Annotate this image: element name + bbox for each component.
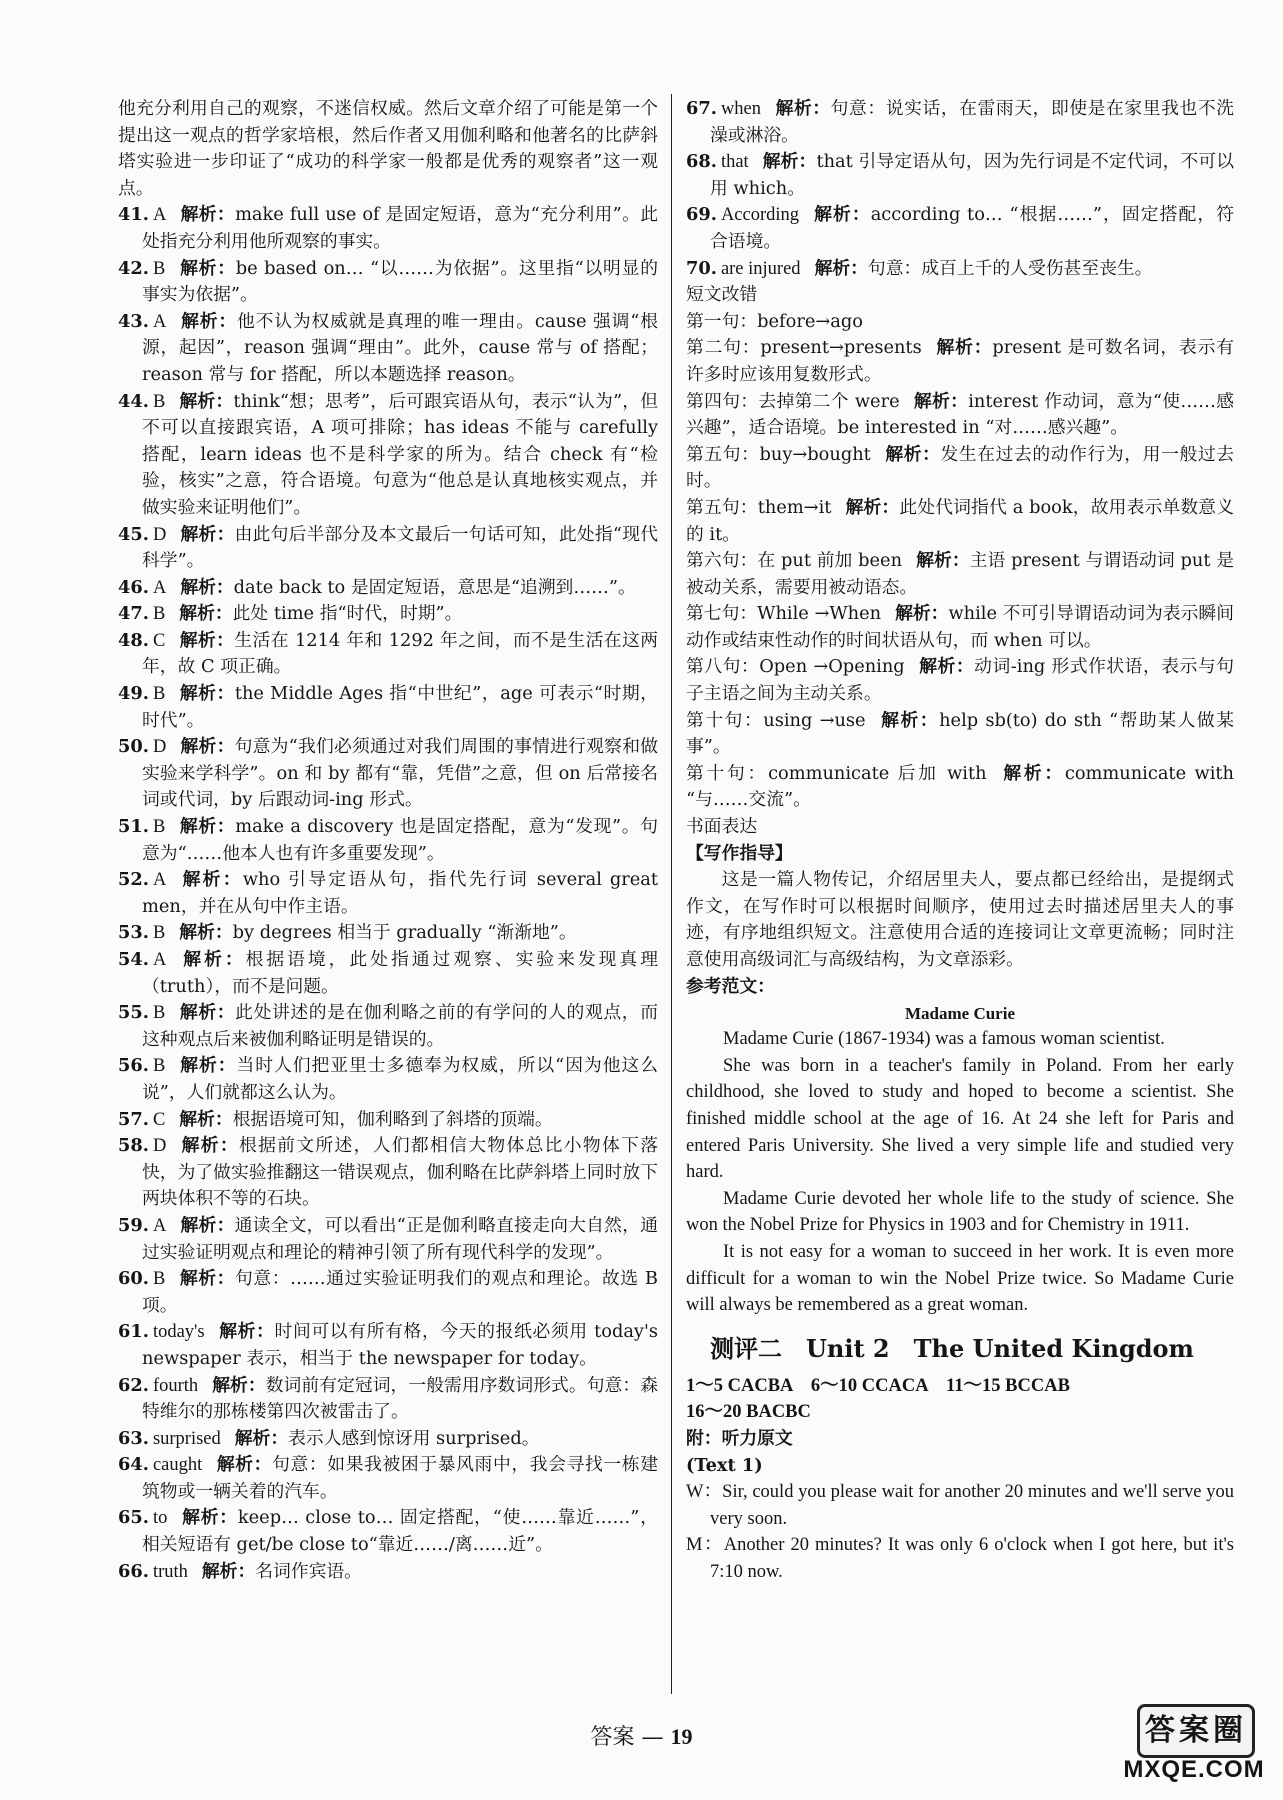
analysis-label: 解析： — [179, 816, 236, 838]
essay-paragraph: It is not easy for a woman to succeed in her work. It is even more difficult for a woman to win the Nobel Prize twice. So Madame Curie will always be remembered as a great woman. — [686, 1241, 1234, 1316]
correction-item — [686, 601, 1234, 654]
answer-item — [118, 389, 658, 522]
answer-item — [118, 920, 658, 947]
item-answer: when — [720, 99, 762, 119]
correction-text: 第四句：去掉第二个 were — [686, 390, 900, 412]
item-answer: truth — [152, 1561, 188, 1582]
item-answer: B — [152, 258, 166, 279]
item-answer: According — [720, 205, 800, 226]
answer-item — [118, 1107, 658, 1134]
item-answer: B — [152, 684, 166, 705]
answer-item — [118, 256, 658, 309]
analysis-text: keep… close to… 固定搭配，“使……靠近……”，相关短语有 get/be close to“靠近……/离……近”。 — [142, 1507, 658, 1556]
item-answer: B — [152, 1003, 166, 1024]
item-answer: caught — [152, 1455, 203, 1476]
analysis-text: help sb(to) do sth “帮助某人做某事”。 — [686, 709, 1234, 758]
correction-text: 第二句：present→presents — [686, 337, 922, 359]
dialog-line: W：Sir, could you please wait for another 20 minutes and we'll serve you very soon. — [686, 1482, 1234, 1529]
analysis-label: 解析： — [201, 1560, 256, 1582]
analysis-label: 解析： — [180, 949, 246, 970]
section-label: 书面表达 — [686, 816, 758, 838]
item-number: 51. — [118, 816, 149, 838]
item-answer: D — [152, 524, 167, 545]
analysis-label: 解析： — [180, 1135, 239, 1157]
intro-paragraph: 他充分利用自己的观察，不迷信权威。然后文章介绍了可能是第一个提出这一观点的哲学家培根，然后作者又用伽利略和他著名的比萨斜塔实验进一步印证了“成功的科学家一般都是优秀的观察者”这一观点。 — [118, 98, 658, 199]
item-number: 69. — [686, 204, 717, 226]
analysis-label: 解析： — [212, 1374, 266, 1396]
analysis-label: 解析： — [179, 257, 236, 279]
essay-title: Madame Curie — [904, 1004, 1015, 1024]
analysis-label: 解析： — [180, 576, 234, 598]
analysis-text: 名词作宾语。 — [255, 1560, 362, 1582]
right-column — [686, 96, 1234, 1585]
analysis-label: 解析： — [916, 550, 970, 572]
analysis-text: 表示人感到惊讶用 surprised。 — [288, 1427, 540, 1449]
item-number: 64. — [118, 1454, 149, 1476]
analysis-label: 解析： — [775, 98, 831, 119]
correction-text: 第十句：communicate 后加 with — [686, 762, 987, 784]
item-number: 49. — [118, 683, 149, 705]
answer-item — [118, 1000, 658, 1053]
analysis-label: 解析： — [180, 523, 235, 545]
correction-item — [686, 548, 1234, 601]
answer-item — [118, 1559, 658, 1586]
analysis-text: communicate with “与……交流”。 — [686, 762, 1234, 811]
analysis-text: 他不认为权威就是真理的唯一理由。cause 强调“根源，起因”，reason 强调“理由”。此外，cause 常与 of 搭配；reason 常与 for 搭配，所以本题选择 reason。 — [142, 310, 658, 385]
item-number: 50. — [118, 736, 149, 758]
analysis-text: 动词-ing 形式作状语，表示与句子主语之间为主动关系。 — [686, 656, 1234, 705]
analysis-label: 解析： — [179, 683, 235, 705]
item-number: 47. — [118, 603, 149, 625]
item-number: 46. — [118, 576, 149, 598]
item-answer: B — [152, 1269, 166, 1290]
essay-paragraph: Madame Curie (1867-1934) was a famous woman scientist. — [723, 1029, 1165, 1050]
section-heading: 附：听力原文 — [686, 1427, 793, 1449]
item-number: 65. — [118, 1507, 149, 1529]
analysis-text: 此处讲述的是在伽利略之前的有学问的人的观点，而这种观点后来被伽利略证明是错误的。 — [142, 1002, 658, 1050]
watermark-logo — [1119, 1704, 1269, 1790]
analysis-text: 时间可以有所有格，今天的报纸必须用 today's newspaper 表示，相当于 the newspaper for today。 — [142, 1321, 658, 1369]
analysis-label: 解析： — [884, 443, 941, 465]
answer-item — [686, 149, 1234, 202]
left-column — [118, 96, 658, 1585]
analysis-label: 解析： — [879, 709, 940, 731]
item-answer: D — [152, 1136, 167, 1157]
analysis-label: 解析： — [179, 1055, 237, 1077]
analysis-text: 根据语境，此处指通过观察、实验来发现真理（truth），而不是问题。 — [142, 949, 658, 997]
answer-item — [686, 202, 1234, 255]
analysis-text: 句意：……通过实验证明我们的观点和理论。故选 B 项。 — [142, 1268, 658, 1316]
section-heading: 【写作指导】 — [686, 842, 793, 864]
analysis-text: 句意：如果我被困于暴风雨中，我会寻找一栋建筑物或一辆关着的汽车。 — [142, 1454, 658, 1502]
analysis-text: 此处 time 指“时代，时期”。 — [232, 603, 463, 625]
item-answer: surprised — [152, 1428, 221, 1449]
answer-item — [118, 522, 658, 575]
item-answer: are injured — [720, 258, 801, 279]
correction-item — [686, 389, 1234, 442]
analysis-label: 解析： — [1000, 762, 1065, 784]
answer-item — [118, 1053, 658, 1106]
analysis-text: 生活在 1214 年和 1292 年之间，而不是生活在这两年，故 C 项正确。 — [142, 629, 658, 678]
item-answer: C — [152, 1109, 166, 1130]
item-answer: D — [152, 737, 167, 758]
item-number: 67. — [686, 98, 717, 119]
answer-key: 1～5 CACBA 6～10 CCACA 11～15 BCCAB — [686, 1375, 1070, 1396]
item-number: 48. — [118, 629, 149, 651]
analysis-label: 解析： — [762, 151, 817, 173]
answer-item — [118, 734, 658, 814]
item-number: 62. — [118, 1374, 149, 1396]
correction-text: 第一句：before→ago — [686, 310, 863, 332]
analysis-text: while 不可引导谓语动词为表示瞬间动作或结束性动作的时间状语从句，而 when 可以。 — [686, 603, 1234, 651]
analysis-text: make a discovery 也是固定搭配，意为“发现”。句意为“……他本人也有许多重要发现”。 — [142, 816, 658, 864]
correction-text: 第十句：using →use — [686, 709, 866, 731]
analysis-text: according to… “根据……”，固定搭配，符合语境。 — [710, 204, 1234, 252]
answer-item — [118, 1505, 658, 1558]
item-answer: B — [152, 604, 166, 625]
item-answer: that — [720, 152, 749, 173]
analysis-label: 解析： — [179, 1002, 236, 1024]
answer-item — [118, 1373, 658, 1426]
answer-item — [686, 256, 1234, 283]
analysis-text: 句意为“我们必须通过对我们周围的事情进行观察和做实验来学科学”。on 和 by 都有“靠，凭借”之意，但 on 后常接名词或代词，by 后跟动词-ing 形式。 — [142, 736, 658, 811]
item-number: 53. — [118, 922, 149, 944]
answer-item — [118, 575, 658, 602]
correction-item — [686, 442, 1234, 495]
analysis-text: 当时人们把亚里士多德奉为权威，所以“因为他这么说”，人们就都这么认为。 — [142, 1055, 658, 1103]
answer-item — [118, 1426, 658, 1453]
answer-item — [118, 202, 658, 255]
writing-guide: 这是一篇人物传记，介绍居里夫人，要点都已经给出，是提纲式作文，在写作时可以根据时间顺序，使用过去时描述居里夫人的事迹，有序地组织短文。注意使用合适的连接词让文章更流畅；同时注意使用高级词汇与高级结构，为文章添彩。 — [686, 869, 1234, 970]
analysis-text: 由此句后半部分及本文最后一句话可知，此处指“现代科学”。 — [142, 523, 658, 572]
analysis-label: 解析： — [845, 496, 900, 518]
analysis-label: 解析： — [179, 1268, 236, 1290]
footer-label: 答案 — — [590, 1725, 664, 1750]
correction-item — [686, 654, 1234, 707]
answer-item — [118, 681, 658, 734]
analysis-text: date back to 是固定短语，意思是“追溯到……”。 — [233, 576, 636, 598]
analysis-label: 解析： — [935, 337, 993, 359]
analysis-label: 解析： — [180, 736, 235, 758]
answer-item — [118, 1133, 658, 1213]
item-number: 60. — [118, 1268, 149, 1290]
item-number: 68. — [686, 151, 717, 173]
analysis-text: make full use of 是固定短语，意为“充分利用”。此处指充分利用他所观察的事实。 — [142, 204, 658, 252]
item-number: 61. — [118, 1321, 149, 1343]
answer-item — [686, 96, 1234, 149]
correction-text: 第五句：them→it — [686, 496, 832, 518]
answer-item — [118, 814, 658, 867]
analysis-text: 句意：说实话，在雷雨天，即使是在家里我也不洗澡或淋浴。 — [710, 98, 1234, 146]
watermark-top: 答案圈 — [1137, 1704, 1255, 1758]
analysis-text: 句意：成百上千的人受伤甚至丧生。 — [867, 257, 1153, 279]
correction-item — [686, 708, 1234, 761]
answer-key: 16～20 BACBC — [686, 1402, 811, 1423]
analysis-label: 解析： — [179, 603, 233, 625]
dialog-line: M：Another 20 minutes? It was only 6 o'clock when I got here, but it's 7:10 now. — [686, 1535, 1234, 1582]
correction-item — [686, 495, 1234, 548]
analysis-label: 解析： — [813, 204, 871, 226]
item-number: 70. — [686, 257, 717, 279]
section-label: 短文改错 — [686, 284, 758, 306]
analysis-label: 解析： — [180, 869, 243, 891]
item-answer: today's — [152, 1322, 205, 1343]
item-answer: A — [152, 205, 167, 226]
answer-item — [118, 601, 658, 628]
item-answer: A — [152, 311, 167, 332]
item-answer: B — [152, 391, 166, 412]
watermark-bottom: MXQE.COM — [1123, 1756, 1265, 1783]
analysis-label: 解析： — [180, 204, 236, 226]
item-number: 66. — [118, 1560, 149, 1582]
item-answer: A — [152, 950, 167, 970]
analysis-label: 解析： — [179, 1108, 233, 1130]
item-number: 55. — [118, 1002, 149, 1024]
item-answer: B — [152, 1056, 166, 1077]
column-divider — [671, 94, 672, 1694]
item-answer: fourth — [152, 1375, 199, 1396]
essay-paragraph: She was born in a teacher's family in Poland. From her early childhood, she loved to study and hoped to become a scientist. She finished middle school at the age of 16. At 24 she left for Paris and entered Paris University. She lived a very simple life and studied very hard. — [686, 1055, 1234, 1183]
analysis-label: 解析： — [181, 1507, 238, 1529]
analysis-label: 解析： — [216, 1454, 273, 1476]
analysis-text: 主语 present 与谓语动词 put 是被动关系，需要用被动语态。 — [686, 550, 1234, 598]
analysis-label: 解析： — [179, 390, 234, 412]
correction-text: 第六句：在 put 前加 been — [686, 550, 903, 572]
answer-item — [118, 309, 658, 389]
answer-item — [118, 867, 658, 920]
correction-text: 第八句：Open →Opening — [686, 656, 905, 678]
analysis-text: the Middle Ages 指“中世纪”，age 可表示“时期，时代”。 — [142, 683, 658, 731]
analysis-text: that 引导定语从句，因为先行词是不定代词，不可以用 which。 — [710, 151, 1234, 199]
answer-item — [118, 947, 658, 1000]
analysis-label: 解析： — [895, 603, 949, 625]
analysis-text: 根据语境可知，伽利略到了斜塔的顶端。 — [232, 1108, 553, 1130]
analysis-text: present 是可数名词，表示有许多时应该用复数形式。 — [686, 337, 1234, 385]
item-number: 63. — [118, 1427, 149, 1449]
analysis-text: who 引导定语从句，指代先行词 several great men，并在从句中作主语。 — [142, 869, 658, 917]
item-answer: to — [152, 1508, 168, 1529]
correction-item — [686, 309, 1234, 336]
item-number: 58. — [118, 1135, 149, 1157]
analysis-text: 通读全文，可以看出“正是伽利略直接走向大自然，通过实验证明观点和理论的精神引领了所有现代科学的发现”。 — [142, 1214, 658, 1263]
answer-item — [118, 1319, 658, 1372]
section-heading: 参考范文： — [686, 975, 775, 997]
analysis-text: 此处代词指代 a book，故用表示单数意义的 it。 — [686, 496, 1234, 545]
answer-item — [118, 1452, 658, 1505]
item-number: 44. — [118, 390, 149, 412]
item-number: 41. — [118, 204, 149, 226]
analysis-label: 解析： — [180, 1214, 235, 1236]
page-footer — [0, 1720, 1283, 1751]
item-answer: A — [152, 870, 167, 891]
analysis-label: 解析： — [913, 390, 969, 412]
analysis-text: be based on… “以……为依据”。这里指“以明显的事实为依据”。 — [142, 257, 658, 306]
analysis-label: 解析： — [180, 310, 238, 332]
analysis-text: by degrees 相当于 gradually “渐渐地”。 — [232, 922, 577, 944]
analysis-text: think“想；思考”，后可跟宾语从句，表示“认为”，但不可以直接跟宾语，A 项可排除；has ideas 不能与 carefully 搭配，learn ideas 也不是科学家的所为。结合 check 有“检验，核实”之意，符合语境。句意为“他总是认真地核实观点，并做实验来证明他们”。 — [142, 390, 658, 518]
analysis-text: 发生在过去的动作行为，用一般过去时。 — [686, 443, 1234, 492]
analysis-text: 根据前文所述，人们都相信大物体总比小物体下落快，为了做实验推翻这一错误观点，伽利略在比萨斜塔上同时放下两块体积不等的石块。 — [142, 1135, 658, 1210]
analysis-text: 数词前有定冠词，一般需用序数词形式。句意：森特维尔的那栋楼第四次被雷击了。 — [142, 1374, 658, 1423]
essay-paragraph: Madame Curie devoted her whole life to the study of science. She won the Nobel Prize for Physics in 1903 and for Chemistry in 1911. — [686, 1188, 1234, 1236]
page-number: 19 — [670, 1724, 693, 1749]
analysis-label: 解析： — [179, 922, 233, 944]
item-number: 52. — [118, 869, 149, 891]
analysis-label: 解析： — [234, 1427, 289, 1449]
correction-text: 第五句：buy→bought — [686, 443, 871, 465]
item-number: 57. — [118, 1108, 149, 1130]
item-number: 54. — [118, 949, 149, 970]
item-number: 56. — [118, 1055, 149, 1077]
correction-item — [686, 335, 1234, 388]
analysis-label: 解析： — [918, 656, 975, 678]
item-number: 43. — [118, 310, 149, 332]
item-number: 42. — [118, 257, 149, 279]
item-answer: B — [152, 817, 166, 838]
analysis-label: 解析： — [218, 1321, 275, 1343]
section-heading: (Text 1) — [686, 1454, 763, 1476]
unit-heading: 测评二 Unit 2 The United Kingdom — [710, 1333, 1194, 1363]
item-answer: B — [152, 923, 166, 944]
item-answer: A — [152, 577, 167, 598]
item-answer: A — [152, 1215, 167, 1236]
answer-item — [118, 1266, 658, 1319]
analysis-text: interest 作动词，意为“使……感兴趣”，适合语境。be interested in “对……感兴趣”。 — [686, 390, 1234, 439]
item-number: 59. — [118, 1214, 149, 1236]
analysis-label: 解析： — [814, 257, 868, 279]
analysis-label: 解析： — [179, 629, 235, 651]
answer-item — [118, 1213, 658, 1266]
correction-text: 第七句：While →When — [686, 603, 882, 625]
answer-item — [118, 628, 658, 681]
item-number: 45. — [118, 523, 149, 545]
correction-item — [686, 761, 1234, 814]
item-answer: C — [152, 630, 166, 651]
